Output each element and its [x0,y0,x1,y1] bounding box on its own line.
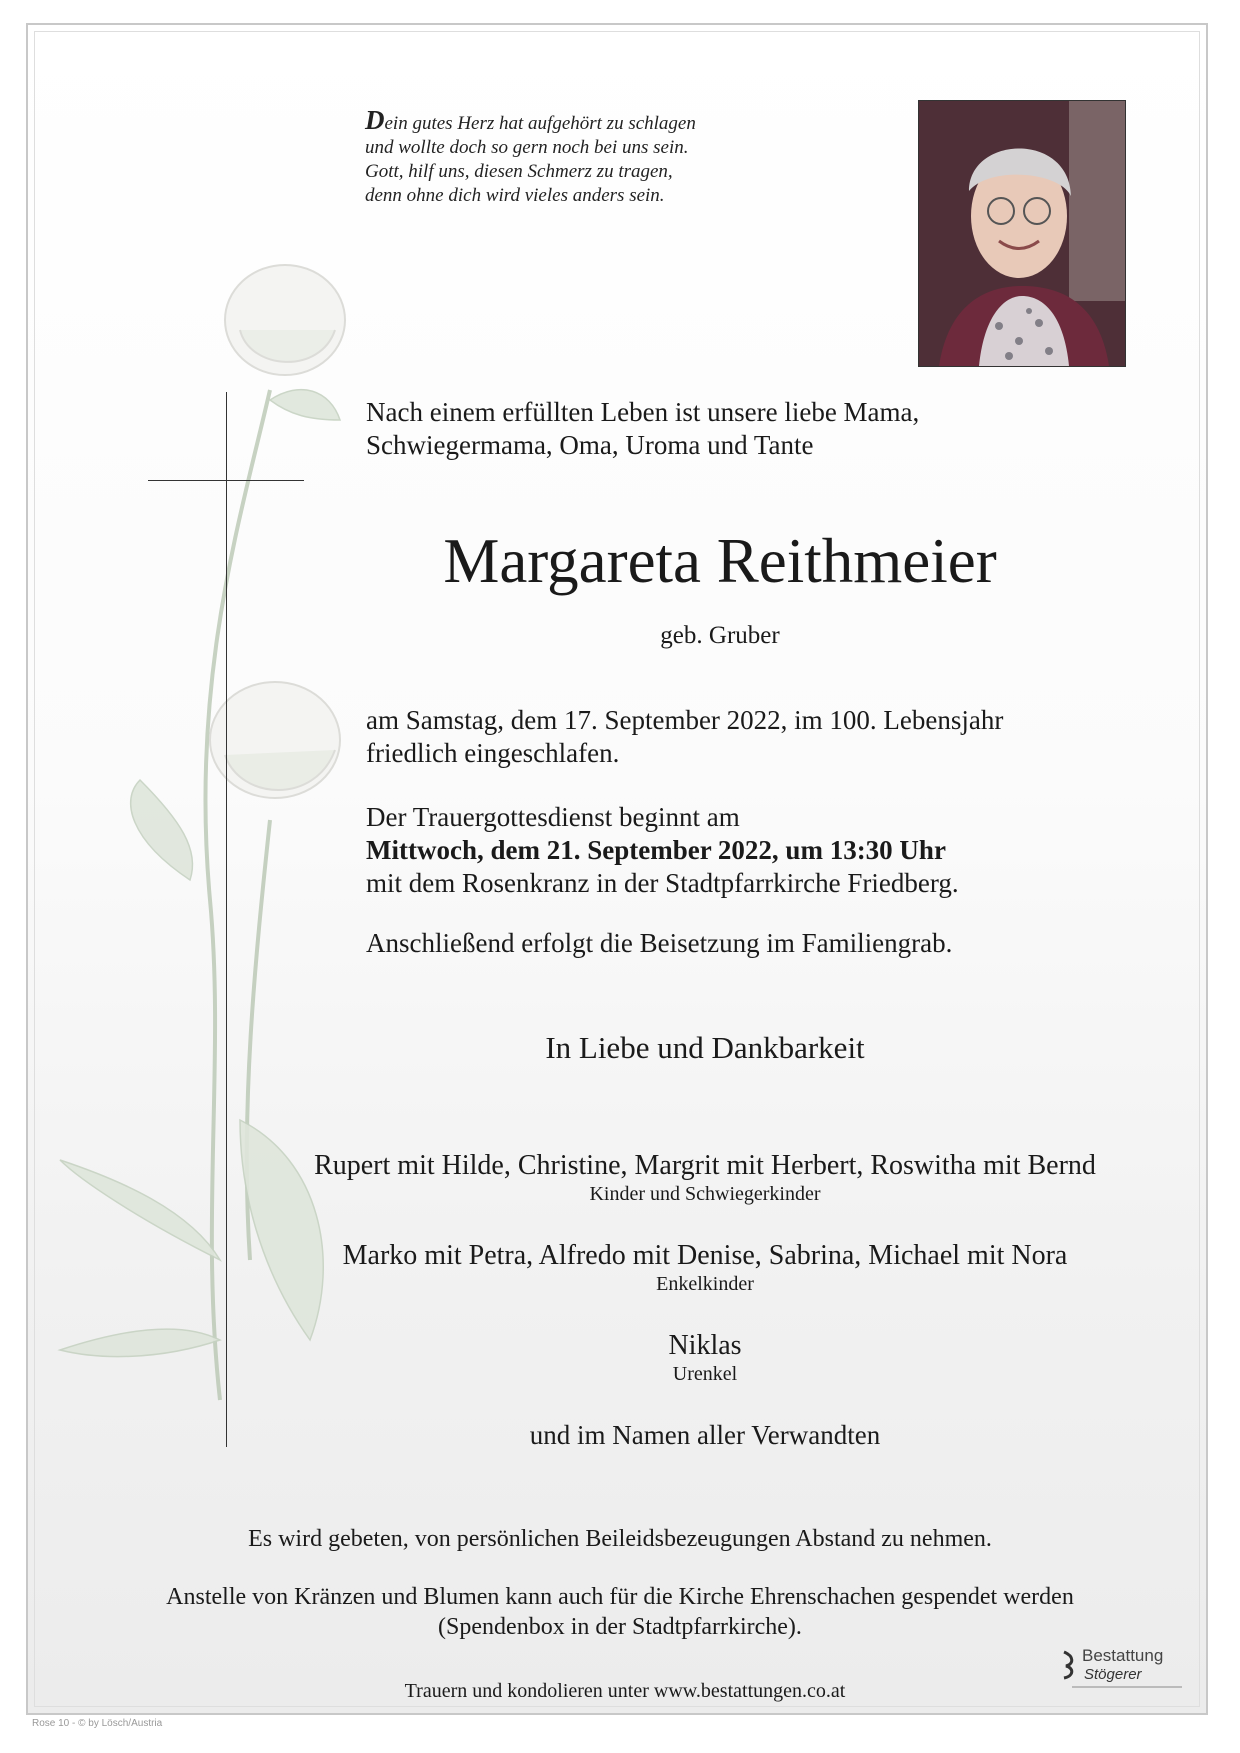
service-line-3: mit dem Rosenkranz in der Stadtpfarrkirche Friedberg. [366,868,959,898]
service-text [366,801,1066,900]
mourner-names: Niklas [668,1330,742,1361]
poem-line-1: ein gutes Herz hat aufgehört zu schlagen [384,113,696,134]
intro-text [366,396,1006,462]
poem-line-2: und wollte doch so gern noch bei uns sein. [365,137,689,158]
mourner-role: Enkelkinder [656,1273,754,1295]
logo-mark-icon [1062,1650,1076,1680]
donation-line-1: Anstelle von Kränzen und Blumen kann auch für die Kirche Ehrenschachen gespendet werden [166,1584,1074,1610]
condolence-link-text: Trauern und kondolieren unter www.bestattungen.co.at [404,1680,846,1702]
mourner-group [260,1240,1150,1296]
logo-line-2: Stögerer [1084,1666,1142,1683]
mourner-role: Urenkel [672,1363,738,1385]
cross-vertical-bar [226,392,227,1447]
cross-horizontal-bar [148,480,304,481]
maiden-name: geb. Gruber [660,622,780,649]
intro-line-2: Schwiegermama, Oma, Uroma und Tante [366,430,814,460]
poem-dropcap: D [365,105,385,135]
passing-line-1: am Samstag, dem 17. September 2022, im 100. Lebensjahr [366,705,1004,735]
passing-text [366,704,1066,770]
relatives-text: und im Namen aller Verwandten [529,1420,881,1450]
funeral-home-logo [1062,1646,1192,1696]
mourner-group [260,1150,1150,1206]
mourner-names: Marko mit Petra, Alfredo mit Denise, Sabrina, Michael mit Nora [342,1240,1068,1271]
poem-line-3: Gott, hilf uns, diesen Schmerz zu tragen, [365,161,673,182]
donation-line-2: (Spendenbox in der Stadtpfarrkirche). [438,1614,802,1640]
intro-line-1: Nach einem erfüllten Leben ist unsere liebe Mama, [366,397,920,427]
mourner-names: Rupert mit Hilde, Christine, Margrit mit Herbert, Roswitha mit Bernd [314,1150,1096,1181]
portrait-illustration [919,101,1125,366]
request-text: Es wird gebeten, von persönlichen Beileidsbezeugungen Abstand zu nehmen. [248,1526,992,1552]
burial-text: Anschließend erfolgt die Beisetzung im Familiengrab. [366,928,953,958]
service-line-1: Der Trauergottesdienst beginnt am [366,802,740,832]
portrait-photo [918,100,1126,367]
service-date-time: Mittwoch, dem 21. September 2022, um 13:30 Uhr [366,835,946,865]
passing-line-2: friedlich eingeschlafen. [366,738,620,768]
deceased-name: Margareta Reithmeier [443,526,997,596]
mourner-role: Kinder und Schwiegerkinder [589,1183,821,1205]
image-credit: Rose 10 - © by Lösch/Austria [32,1718,163,1729]
poem-line-4: denn ohne dich wird vieles anders sein. [365,185,665,206]
logo-tagline-rule [1072,1686,1182,1688]
mourner-group [260,1330,1150,1386]
donation-text [110,1582,1130,1642]
poem [365,105,785,208]
logo-line-1: Bestattung [1082,1646,1164,1665]
thanks-heading: In Liebe und Dankbarkeit [545,1030,865,1065]
